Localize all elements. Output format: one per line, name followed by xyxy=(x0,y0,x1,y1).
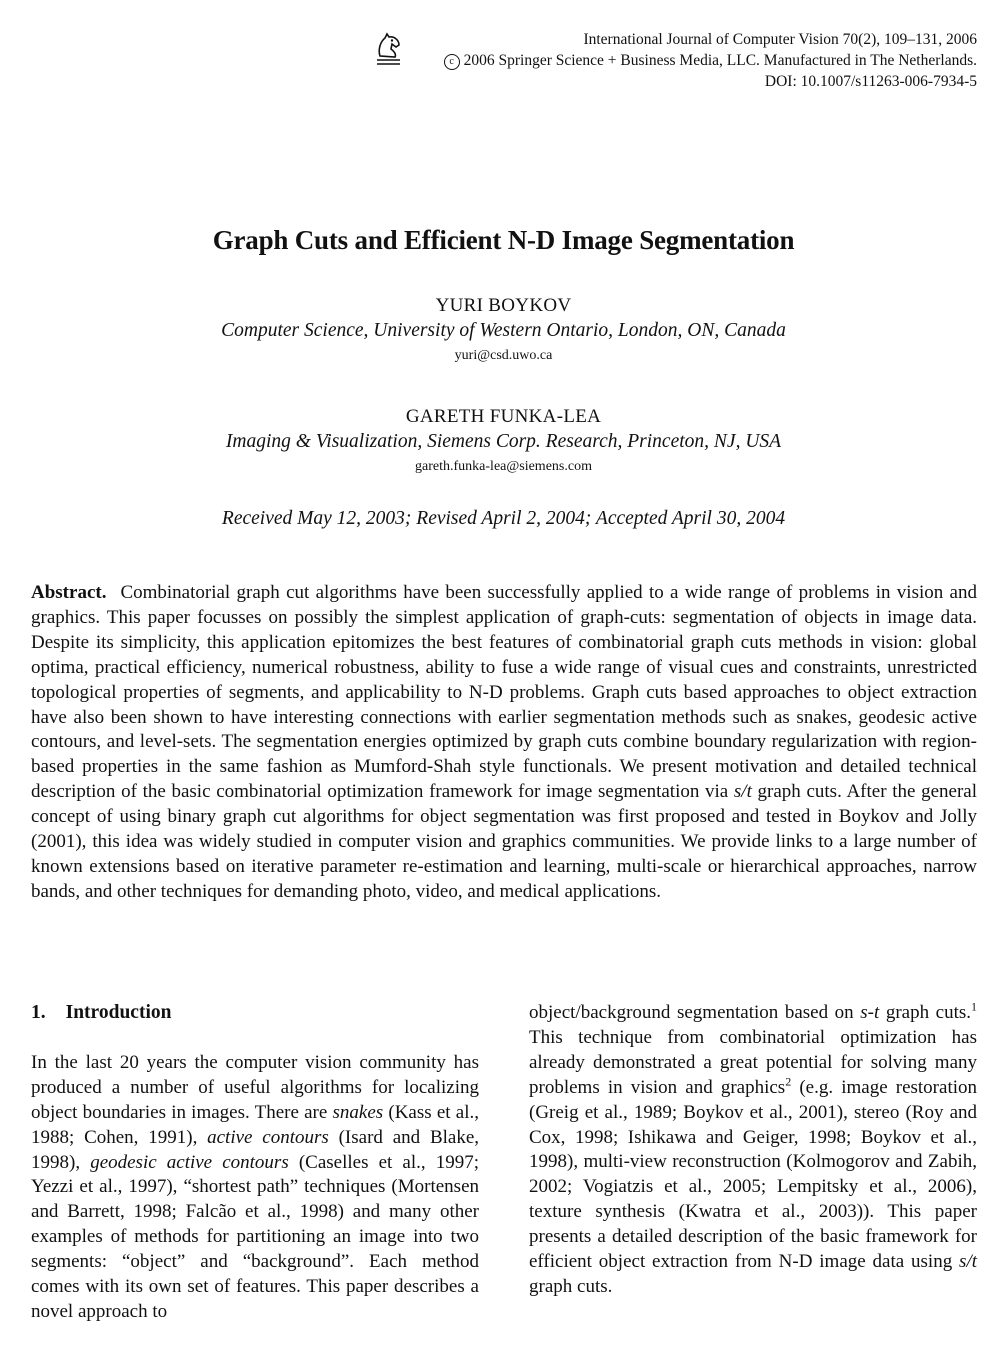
abstract xyxy=(31,581,977,905)
right-column xyxy=(529,1001,977,1300)
author-affiliation: Computer Science, University of Western Ontario, London, ON, Canada xyxy=(221,320,786,341)
section-title: Introduction xyxy=(65,1002,172,1023)
journal-citation: International Journal of Computer Vision 70(2), 109–131, 2006 xyxy=(583,31,977,48)
body-text: graph cuts. xyxy=(879,1002,972,1023)
copyright-icon: c xyxy=(444,54,460,70)
body-paragraph xyxy=(529,1001,977,1300)
body-emphasis: snakes xyxy=(332,1101,384,1123)
abstract-text: Combinatorial graph cut algorithms have been successfully applied to a wide range of problems in vision and graphics. This paper focusses on possibly the simplest application of graph-cuts: segmentation of objects in image data. Despite its simplicity, this application epitomizes the best features of combinatorial graph cuts methods in vision: global optima, practical efficiency, numerical robustness, ability to fuse a wide range of visual cues and constraints, unrestricted topological properties of segments, and applicability to N-D problems. Graph cuts based approaches to object extraction have also been shown to have interesting connections with earlier segmentation methods such as snakes, geodesic active contours, and level-sets. The segmentation energies optimized by graph cuts combine boundary regularization with region-based properties in the same fashion as Mumford-Shah style functionals. We present motivation and detailed technical description of the basic combinatorial optimization framework for image segmentation via xyxy=(31,582,977,803)
footnote-marker[interactable]: 2 xyxy=(785,1074,792,1089)
body-paragraph xyxy=(31,1051,479,1325)
body-text: This technique from combinatorial optimization has already demonstrated a great potential for solving many problems in vision and graphics xyxy=(529,1026,977,1098)
body-text: object/background segmentation based on xyxy=(529,1002,861,1023)
copyright-line xyxy=(444,50,977,71)
springer-knight-icon xyxy=(374,30,404,68)
journal-header xyxy=(444,29,977,92)
body-math: s-t xyxy=(860,1002,880,1023)
abstract-text: graph cuts. After the general concept of using binary graph cut algorithms for object segmentation was first proposed and tested in Boykov and Jolly (2001), this idea was widely studied in computer vision and graphics communities. We provide links to a large number of known extensions based on iterative parameter re-estimation and learning, multi-scale or hierarchical approaches, narrow bands, and other techniques for demanding photo, video, and medical applications. xyxy=(31,781,977,902)
author-name: GARETH FUNKA-LEA xyxy=(405,406,602,427)
abstract-math: s/t xyxy=(733,781,752,803)
body-text: In the last 20 years the computer vision community has produced a number of useful algorithms for localizing object boundaries in images. There are xyxy=(31,1051,479,1123)
author-email: gareth.funka-lea@siemens.com xyxy=(415,459,592,474)
body-text: graph cuts. xyxy=(529,1275,613,1297)
body-text: (Kass et al., 1988; Cohen, 1991), xyxy=(31,1101,479,1148)
section-number: 1. xyxy=(31,1002,46,1023)
paper-title: Graph Cuts and Efficient N-D Image Segmentation xyxy=(212,225,795,255)
author-name: YURI BOYKOV xyxy=(435,295,572,316)
footnote-marker[interactable]: 1 xyxy=(971,999,978,1014)
submission-dates: Received May 12, 2003; Revised April 2, 2004; Accepted April 30, 2004 xyxy=(221,508,786,529)
body-text: (e.g. image restoration (Greig et al., 1989; Boykov et al., 2001), stereo (Roy and Cox, 1998; Ishikawa and Geiger, 1998; Boykov et al., 1998), multi-view reconstruction (Kolmogorov and Zabih, 2002; Vogiatzis et al., 2005; Lempitsky et al., 2006), texture synthesis (Kwatra et al., 2003)). This paper presents a detailed description of the basic framework for efficient object extraction from N-D image data using xyxy=(529,1076,978,1273)
abstract-label: Abstract. xyxy=(31,582,107,603)
body-emphasis: active contours xyxy=(207,1126,329,1148)
author-affiliation: Imaging & Visualization, Siemens Corp. Research, Princeton, NJ, USA xyxy=(225,431,782,452)
body-emphasis: geodesic active contours xyxy=(90,1151,289,1173)
doi: DOI: 10.1007/s11263-006-7934-5 xyxy=(764,73,977,90)
author-email: yuri@csd.uwo.ca xyxy=(454,348,553,363)
body-text: (Isard and Blake, 1998), xyxy=(31,1126,480,1173)
author-block-1 xyxy=(0,295,1007,364)
author-block-2 xyxy=(0,406,1007,475)
section-heading xyxy=(31,1001,479,1026)
body-text: (Caselles et al., 1997; Yezzi et al., 1997), “shortest path” techniques (Mortensen and Barrett, 1998; Falcão et al., 1998) and many other examples of methods for partitioning an image into two segments: “object” and “background”. Each method comes with its own set of features. This paper describes a novel approach to xyxy=(31,1151,479,1322)
copyright-text: 2006 Springer Science + Business Media, LLC. Manufactured in The Netherlands. xyxy=(463,52,977,69)
left-column xyxy=(31,1001,479,1325)
body-math: s/t xyxy=(959,1251,977,1273)
